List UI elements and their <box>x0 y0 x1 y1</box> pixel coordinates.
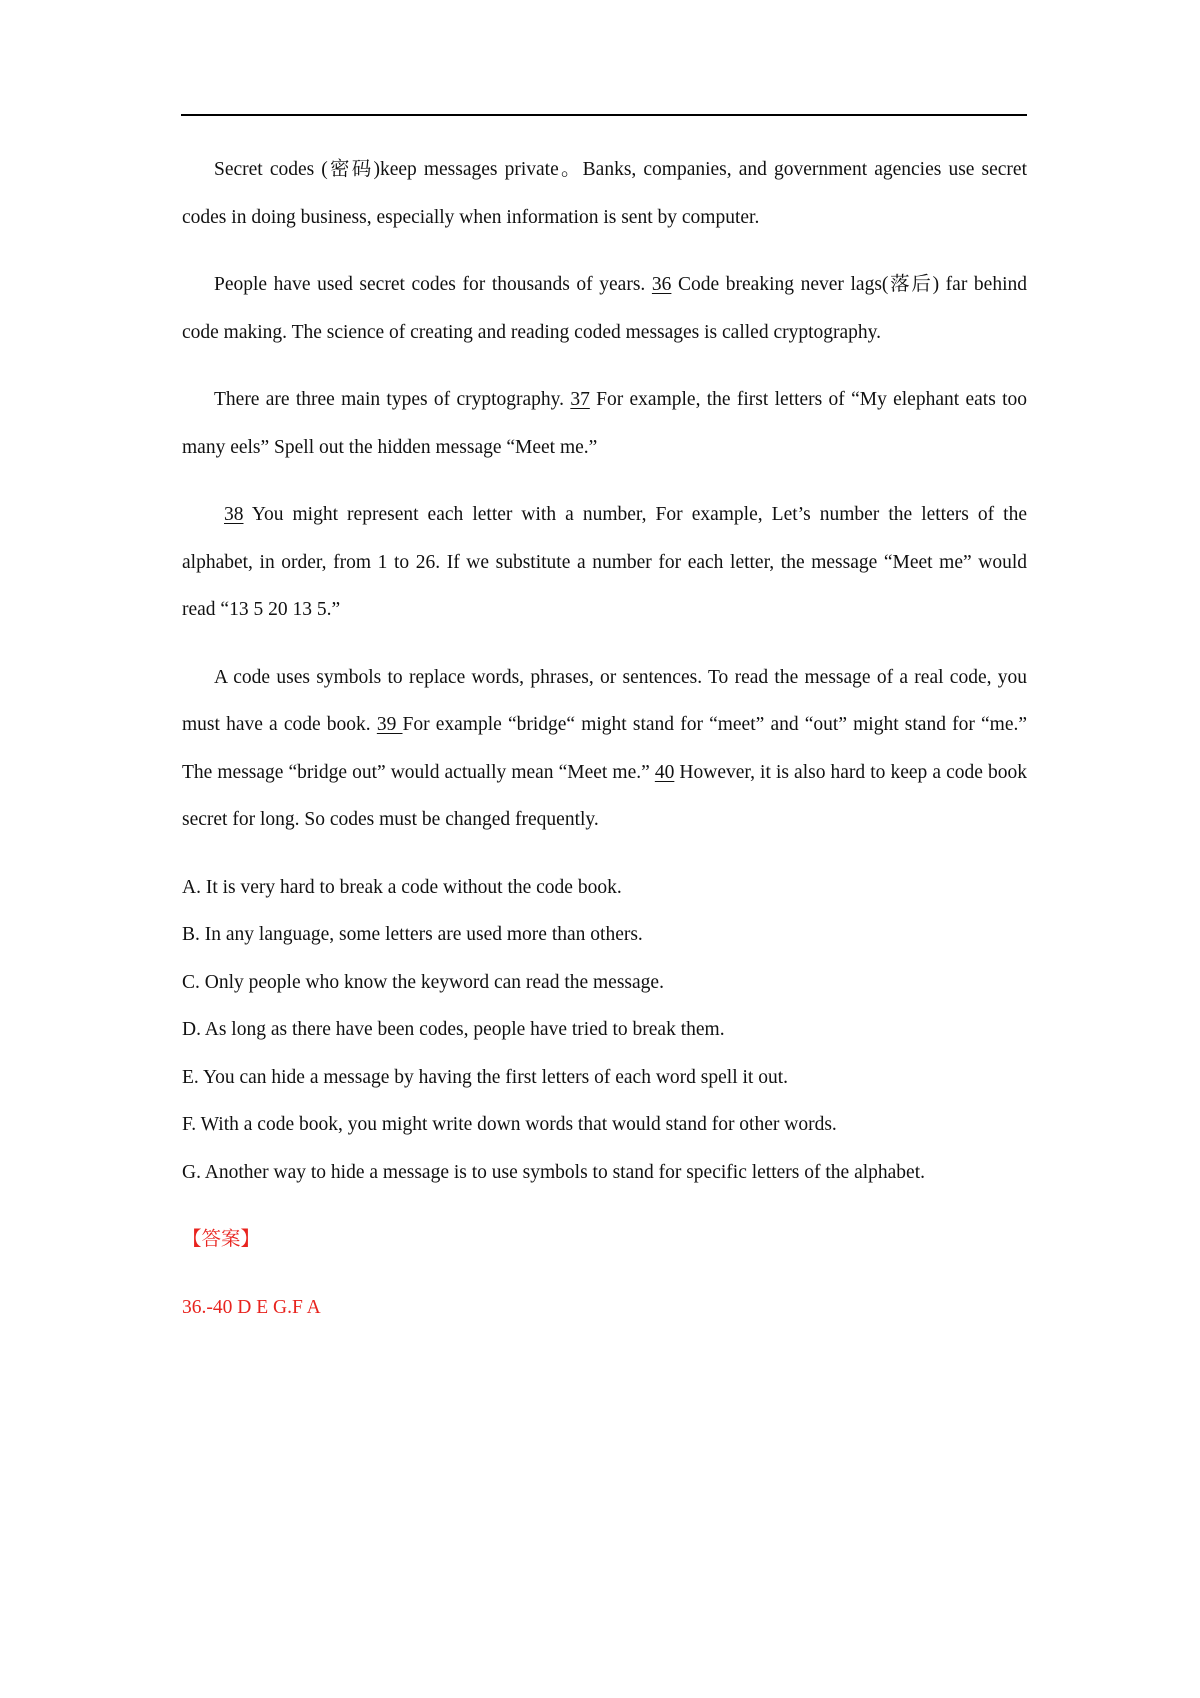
options-list <box>182 864 1027 1197</box>
paragraph-5-part1: A code uses symbols to replace words, phrases, or sentences. To read the message of a real code, you must have a code book. <box>182 666 1027 735</box>
paragraph-1-text: Secret codes (密码)keep messages private。Banks, companies, and government agencies use secret codes in doing business, especially when information is sent by computer. <box>182 159 1027 228</box>
answer-heading: 【答案】 <box>182 1229 261 1250</box>
answer-text: 36.-40 D E G.F A <box>182 1296 321 1318</box>
option-f: F. With a code book, you might write down words that would stand for other words. <box>182 1114 837 1135</box>
paragraph-4 <box>182 491 1027 634</box>
option-d: D. As long as there have been codes, people have tried to break them. <box>182 1019 725 1040</box>
option-g: G. Another way to hide a message is to use symbols to stand for specific letters of the alphabet. <box>182 1161 925 1183</box>
paragraph-5-part3: However, it is also hard to keep a code book secret for long. So codes must be changed frequently. <box>182 761 1027 830</box>
paragraph-2 <box>182 261 1027 356</box>
option-a: A. It is very hard to break a code without the code book. <box>182 876 622 898</box>
paragraph-3-after: For example, the first letters of “My elephant eats too many eels” Spell out the hidden message “Meet me.” <box>182 389 1027 458</box>
paragraph-5 <box>182 654 1027 844</box>
paragraph-3-before: There are three main types of cryptography. <box>214 389 571 410</box>
document-body <box>182 146 1027 1331</box>
header-rule <box>181 114 1027 116</box>
option-c: C. Only people who know the keyword can read the message. <box>182 971 664 993</box>
blank-40: 40 <box>654 761 675 783</box>
paragraph-4-after: You might represent each letter with a number, For example, Let’s number the letters of the alphabet, in order, from 1 to 26. If we substitute a number for each letter, the message “Meet me” would read “13 5 20 13 5.” <box>182 504 1027 620</box>
paragraph-2-after: Code breaking never lags(落后) far behind code making. The science of creating and reading coded messages is called cryptography. <box>182 274 1027 343</box>
blank-37: 37 <box>570 389 590 410</box>
option-b: B. In any language, some letters are used more than others. <box>182 924 643 945</box>
paragraph-5-part2: For example “bridge“ might stand for “meet” and “out” might stand for “me.” The message “bridge out” would actually mean “Meet me.” <box>182 714 1027 783</box>
blank-39: 39 <box>376 714 403 735</box>
paragraph-2-before: People have used secret codes for thousands of years. <box>214 274 652 295</box>
option-e: E. You can hide a message by having the first letters of each word spell it out. <box>182 1066 788 1088</box>
blank-38: 38 <box>224 504 244 525</box>
paragraph-3 <box>182 376 1027 471</box>
blank-36: 36 <box>651 274 672 295</box>
paragraph-1 <box>182 146 1027 241</box>
